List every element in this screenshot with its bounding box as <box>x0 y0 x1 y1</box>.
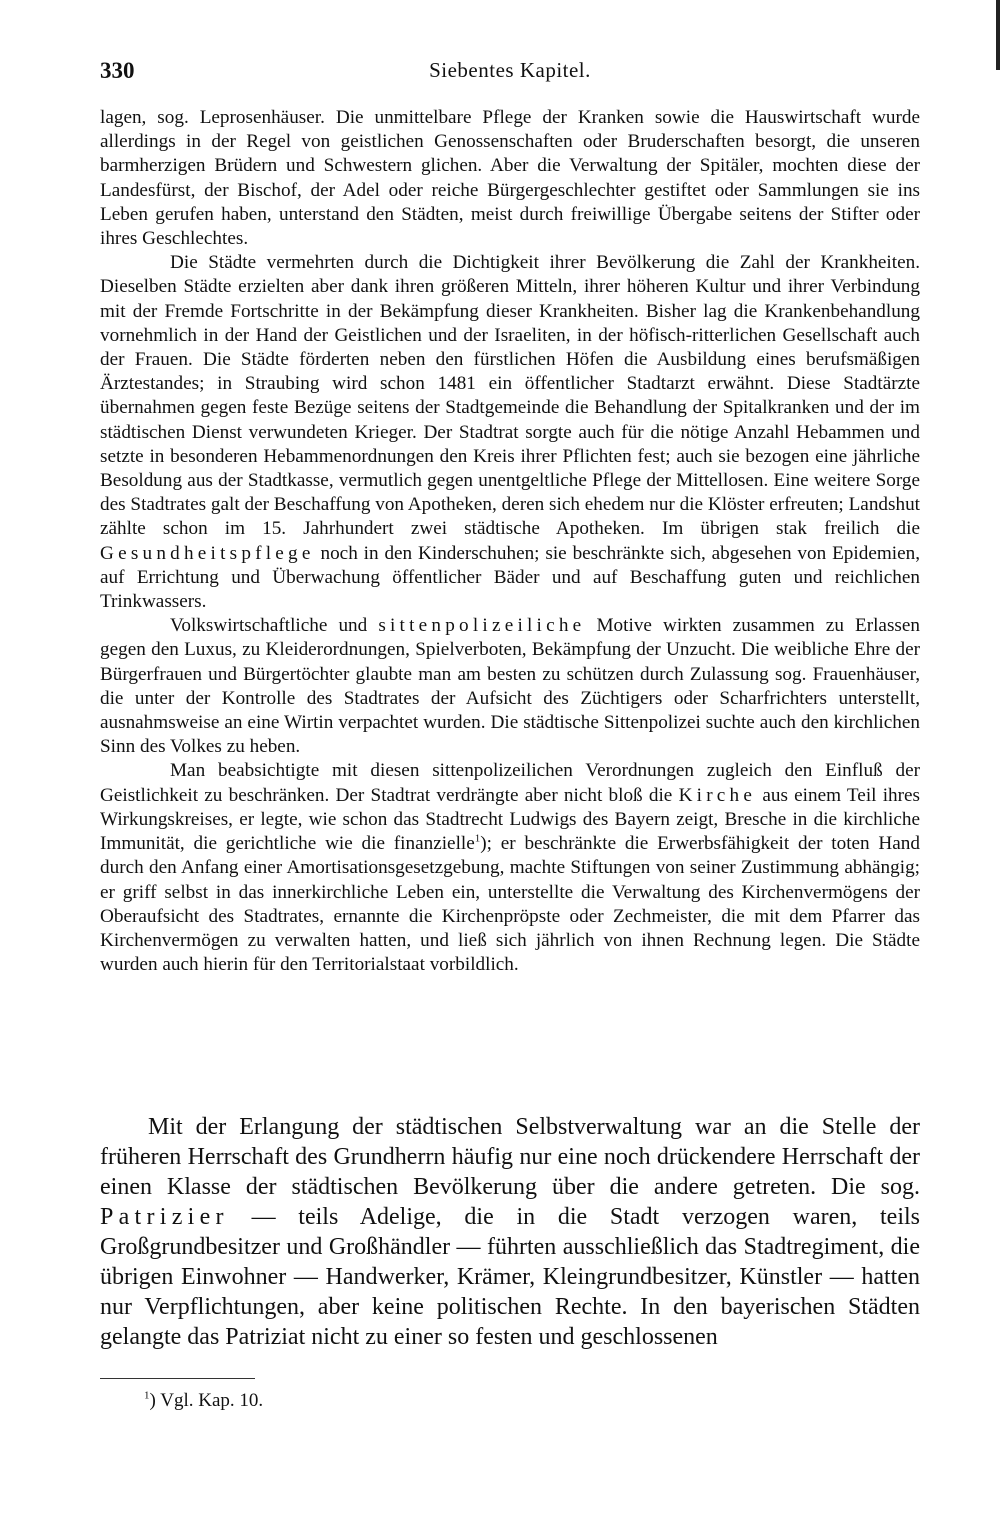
small-print-section <box>100 106 920 977</box>
footnote <box>144 1390 263 1412</box>
paragraph-text: ); er beschränkte die Erwerbsfähigkeit der toten Hand durch den Anfang einer Amortisationsgesetzgebung, machte Stiftungen von seiner Zustimmung abhängig; er griff selbst in das innerkirchliche Leben ein, unterstellte die Verwaltung des Kirchenvermögens der Oberaufsicht des Stadtrates, ernannte die Kirchenpröpste oder Zechmeister, die mit dem Pfarrer das Kirchenvermögen zu verwalten hatten, und ließ sich jährlich von ihnen Rechnung legen. Die Städte wurden auch hierin für den Territorialstaat vorbildlich. <box>100 833 920 976</box>
paragraph-text: Man beabsichtigte mit diesen sittenpolizeilichen Verordnungen zugleich den Einfluß der Geistlichkeit zu beschränken. Der Stadtrat verdrängte aber nicht bloß die <box>100 760 920 806</box>
spaced-term: Patrizier <box>100 1204 229 1230</box>
paragraph-text: lagen, sog. Leprosenhäuser. Die unmittelbare Pflege der Kranken sowie die Hauswirtschaft wurde allerdings in der Regel von geistlichen Genossenschaften oder Bruderschaften besorgt, die unseren barmherzigen Brüdern und Schwestern glichen. Aber die Verwaltung der Spitäler, mochten diese der Landesfürst, der Bischof, der Adel oder reiche Bürgergeschlechter gestiftet oder Sammlungen sie ins Leben gerufen haben, unterstand den Städten, meist durch freiwillige Übergabe seitens der Stifter oder ihres Geschlechtes. <box>100 107 920 250</box>
scan-edge-mark <box>996 0 1000 70</box>
main-text-section <box>100 1112 920 1352</box>
paragraph-continuation <box>100 106 920 251</box>
paragraph-text: Volkswirtschaftliche und <box>170 615 368 637</box>
footnote-reference: 1 <box>474 832 481 845</box>
paragraph-text: Motive wirkten zusammen zu Erlassen gegen den Luxus, zu Kleiderordnungen, Spielverboten, Bekämpfung der Unzucht. Die weibliche Ehre der Bürgerfrauen und Bürgertöchter glaubte man am besten zu schützen durch Zulassung sog. Frauenhäuser, die unter der Kontrolle des Stadtrates der Aufsicht des Züchtigers oder Scharfrichters unterstellt, ausnahmsweise an eine Wirtin verpachtet wurden. Die städtische Sittenpolizei suchte auch den kirchlichen Sinn des Volkes zu heben. <box>100 615 920 758</box>
spaced-term: Kirche <box>678 784 757 806</box>
footnote-marker: 1 <box>144 1389 150 1402</box>
footnote-divider <box>100 1378 255 1379</box>
paragraph-text: aus einem Teil ihres Wirkungskreises, er legte, wie schon das Stadtrecht Ludwigs des Bayern zeigt, Bresche in die kirchliche Immunität, die gerichtliche wie die finanzielle <box>100 784 921 855</box>
paragraph-patricians <box>100 1112 920 1352</box>
paragraph-text: — teils Adelige, die in die Stadt verzogen waren, teils Großgrundbesitzer und Großhändler — führten ausschließlich das Stadtregiment, die übrigen Einwohner — Handwerker, Krämer, Kleingrundbesitzer, Künstler — hatten nur Verpflichtungen, aber keine politischen Rechte. In den bayerischen Städten gelangte das Patriziat nicht zu einer so festen und geschlossenen <box>100 1204 920 1350</box>
page-number: 330 <box>100 58 135 83</box>
spaced-term: sittenpolizeiliche <box>378 615 586 637</box>
page-header <box>100 58 920 92</box>
spaced-term: Gesundheitspflege <box>100 542 315 564</box>
paragraph-health <box>100 251 920 614</box>
paragraph-church <box>100 759 920 977</box>
paragraph-text: noch in den Kinderschuhen; sie beschränkte sich, abgesehen von Epidemien, auf Errichtung und Überwachung öffentlicher Bäder und auf Beschaffung guten und reichlichen Trinkwassers. <box>100 542 920 613</box>
footnote-text: ) Vgl. Kap. 10. <box>149 1390 264 1411</box>
paragraph-text: Die Städte vermehrten durch die Dichtigkeit ihrer Bevölkerung die Zahl der Krankheiten. Dieselben Städte erzielten aber dank ihren größeren Mitteln, ihrer höheren Kultur und ihrer Verbindung mit der Fremde Fortschritte in der Bekämpfung dieser Krankheiten. Bisher lag die Krankenbehandlung vornehmlich in der Hand der Geistlichen und der Israeliten, in der höfisch-ritterlichen Gesellschaft auch der Frauen. Die Städte förderten neben den fürstlichen Höfen die Ausbildung eines berufsmäßigen Ärztestandes; in Straubing wird schon 1481 ein öffentlicher Stadtarzt erwähnt. Diese Stadtärzte übernahmen gegen feste Bezüge seitens der Stadtgemeinde die Behandlung der Spitalkranken und der im städtischen Dienst verwundeten Krieger. Der Stadtrat sorgte auch für die nötige Anzahl Hebammen und setzte in besonderen Hebammenordnungen den Kreis ihrer Pflichten fest; auch sie bezogen eine jährliche Besoldung aus der Stadtkasse, vermutlich gegen unentgeltliche Pflege der Mittellosen. Eine weitere Sorge des Stadtrates galt der Beschaffung von Apotheken, deren sich ehedem nur die Klöster erfreuten; Landshut zählte schon im 15. Jahrhundert zwei städtische Apotheken. Im übrigen stak freilich die <box>100 252 920 540</box>
paragraph-morals <box>100 614 920 759</box>
running-head: Siebentes Kapitel. <box>429 58 591 82</box>
paragraph-text: Mit der Erlangung der städtischen Selbstverwaltung war an die Stelle der früheren Herrschaft des Grundherrn häufig nur eine noch drückendere Herrschaft der einen Klasse der städtischen Bevölkerung über die andere getreten. Die sog. <box>100 1114 920 1200</box>
